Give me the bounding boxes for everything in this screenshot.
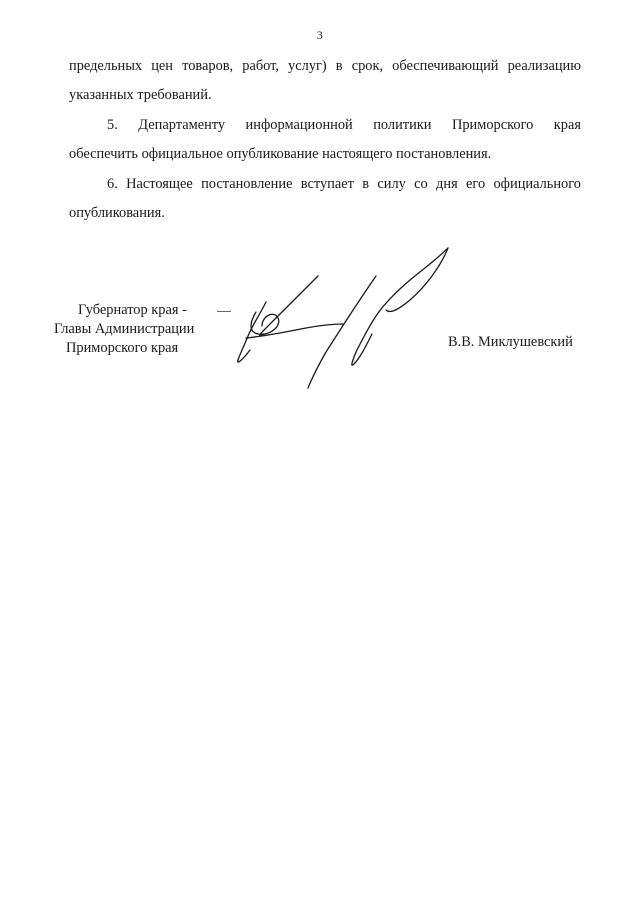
signatory-title-line: Приморского края: [66, 340, 179, 356]
text-line: 6. Настоящее постановление вступает в силу со дня его официального: [107, 176, 581, 192]
handwritten-signature: [226, 242, 452, 390]
signatory-title: [54, 301, 234, 358]
text-line: обеспечить официальное опубликование настоящего постановления.: [69, 146, 492, 162]
text-line: указанных требований.: [69, 87, 212, 103]
paragraph-continuation: [69, 52, 581, 110]
paragraph-item-6: [69, 170, 581, 228]
text-line: 5. Департаменту информационной политики Приморского края: [107, 117, 581, 133]
document-body: [69, 52, 581, 229]
paragraph-item-5: [69, 111, 581, 169]
text-line: предельных цен товаров, работ, услуг) в срок, обеспечивающий реализацию: [69, 58, 581, 74]
signer-name: В.В. Миклушевский: [448, 334, 573, 350]
page-number: 3: [316, 28, 324, 42]
text-line: опубликования.: [69, 205, 165, 221]
signatory-title-line: Главы Администрации: [54, 321, 195, 337]
signatory-title-line: Губернатор края -: [78, 302, 187, 318]
